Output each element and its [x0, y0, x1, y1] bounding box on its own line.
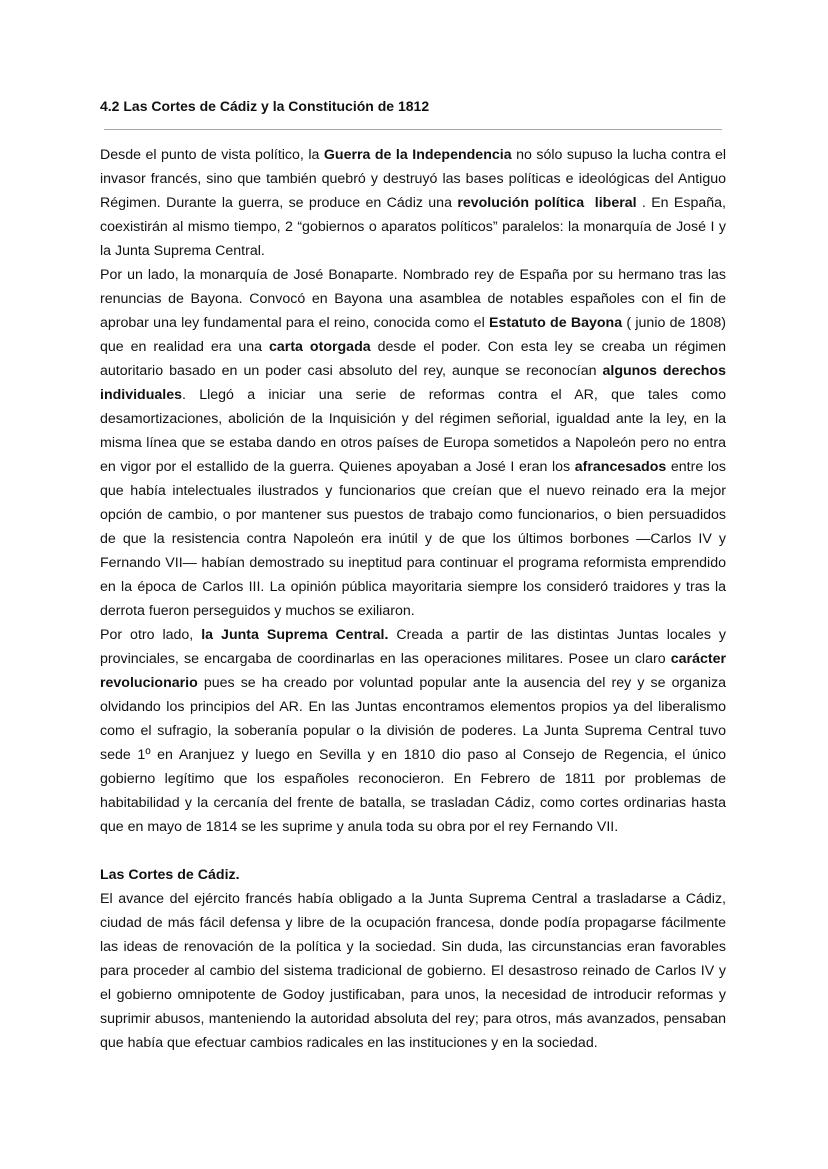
text-run: pues se ha creado por voluntad popular ante la ausencia del rey y se organiza olvidando los principios del AR. En las Juntas encontramos elementos propios ya del liberalismo como el sufragio, la soberanía popular o la división de poderes. La Junta Suprema Central tuvo sede 1º en Aranjuez y luego en Sevilla y en 1810 dio paso al Consejo de Regencia, el único gobierno legítimo que los españoles reconocieron. En Febrero de 1811 por problemas de habitabilidad y la cercanía del frente de batalla, se trasladan Cádiz, como cortes ordinarias hasta que en mayo de 1814 se les suprime y anula toda su obra por el rey Fernando VII. [100, 675, 726, 835]
bold-term-derechos-individuales: algunos derechos individuales [100, 363, 726, 403]
text-run: entre los que había intelectuales ilustrados y funcionarios que creían que el nuevo reinado era la mejor opción de cambio, o por mantener sus puestos de trabajo como funcionarios, o bien persuadidos de que la resistencia contra Napoleón era inútil y de que los últimos borbones —Carlos IV y Fernando VII— habían demostrado su ineptitud para continuar el programa reformista emprendido en la época de Carlos III. La opinión pública mayoritaria siempre los consideró traidores y tras la derrota fueron perseguidos y muchos se exiliaron. [100, 459, 726, 619]
text-run: no sólo supuso la lucha contra el invasor francés, sino que también quebró y destruyó las bases políticas e ideológicas del Antiguo Régimen. Durante la guerra, se produce en Cádiz una [100, 147, 726, 211]
document-page [100, 97, 726, 1055]
bold-term-afrancesados: afrancesados [574, 459, 667, 475]
section-heading: 4.2 Las Cortes de Cádiz y la Constitución de 1812 [100, 98, 430, 114]
text-run: ( junio de 1808) que en realidad era una [100, 315, 726, 355]
bold-term-caracter-revolucionario: carácter revolucionario [100, 651, 726, 691]
paragraph-junta-suprema [100, 623, 726, 839]
heading-divider [104, 129, 722, 130]
text-run: desde el poder. Con esta ley se creaba un régimen autoritario basado en un poder casi absoluto del rey, aunque se reconocían [100, 339, 726, 379]
paragraph-cortes-cadiz: El avance del ejército francés había obligado a la Junta Suprema Central a trasladarse a Cádiz, ciudad de más fácil defensa y libre de la ocupación francesa, donde podía propagarse fácilmente las ideas de renovación de la política y la sociedad. Sin duda, las circunstancias eran favorables para proceder al cambio del sistema tradicional de gobierno. El desastroso reinado de Carlos IV y el gobierno omnipotente de Godoy justificaban, para unos, la necesidad de introducir reformas y suprimir abusos, manteniendo la autoridad absoluta del rey; para otros, más avanzados, pensaban que había que efectuar cambios radicales en las instituciones y en la sociedad. [100, 891, 726, 1051]
bold-term-carta-otorgada: carta otorgada [269, 339, 371, 355]
bold-term-revolucion-liberal: revolución política liberal [457, 195, 637, 211]
bold-term-guerra-independencia: Guerra de la Independencia [323, 147, 512, 163]
text-run: Por otro lado, [100, 627, 202, 643]
paragraph-spacer [100, 839, 726, 863]
text-run: Desde el punto de vista político, la [100, 147, 324, 163]
bold-term-estatuto-bayona: Estatuto de Bayona [489, 315, 623, 331]
text-run: Por un lado, la monarquía de José Bonaparte. Nombrado rey de España por su hermano tras las renuncias de Bayona. Convocó en Bayona una asamblea de notables españoles con el fin de aprobar una ley fundamental para el reino, conocida como el [100, 267, 726, 331]
paragraph-jose-bonaparte [100, 263, 726, 623]
paragraph-guerra-independencia [100, 143, 726, 263]
text-run: . En España, coexistirán al mismo tiempo, 2 “gobiernos o aparatos políticos” paralelos: la monarquía de José I y la Junta Suprema Central. [100, 195, 726, 259]
bold-term-junta-suprema: la Junta Suprema Central. [201, 627, 389, 643]
subsection-heading: Las Cortes de Cádiz. [100, 867, 240, 883]
text-run: Creada a partir de las distintas Juntas locales y provinciales, se encargaba de coordinarlas en las operaciones militares. Posee un claro [100, 627, 726, 667]
text-run: . Llegó a iniciar una serie de reformas contra el AR, que tales como desamortizaciones, abolición de la Inquisición y del régimen señorial, igualdad ante la ley, en la misma línea que se estaba dando en otros países de Europa sometidos a Napoleón pero no entra en vigor por el estallido de la guerra. Quienes apoyaban a José I eran los [100, 387, 726, 475]
